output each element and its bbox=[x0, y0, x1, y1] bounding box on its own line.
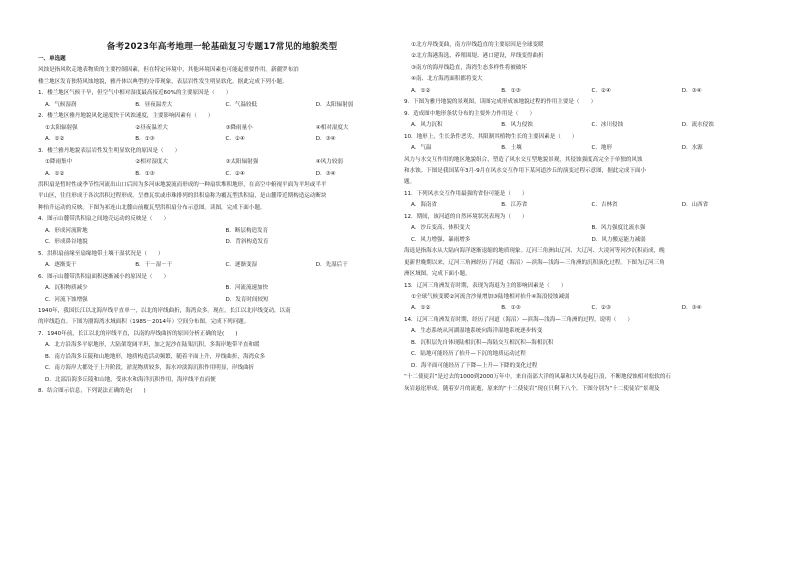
option: D．水源 bbox=[681, 145, 703, 152]
option: D．③④ bbox=[315, 170, 336, 177]
option: A．①② bbox=[411, 87, 431, 94]
option: B．断层构造发育 bbox=[225, 227, 269, 234]
option: C．②③ bbox=[591, 305, 611, 312]
option: C．南方海岸大都处于上升阶段，淤泥物质较多，海水冲淡海沉积作用明显，岸线曲折 bbox=[45, 365, 255, 372]
option: D．风力搬运能力减弱 bbox=[591, 236, 646, 243]
option: A．沉积物质减少 bbox=[45, 285, 88, 292]
option: D．背斜构造发育 bbox=[225, 239, 269, 246]
option: A．气温 bbox=[411, 145, 432, 152]
question-stem: 13．辽河三角洲发育时期，表现为海退为主的影响因素是（ ） bbox=[404, 282, 567, 289]
option: A．形成河流阶地 bbox=[45, 227, 88, 234]
option: C．吉林省 bbox=[591, 202, 618, 209]
option: B．干－湿－干 bbox=[135, 262, 173, 269]
answer-options bbox=[38, 134, 406, 145]
option: C．地形 bbox=[591, 145, 613, 152]
question-stem: 14．辽河三角洲发育时期，经历了河道（海沼）—滨海—浅海—三角洲的过程，说明（ ） bbox=[404, 316, 633, 323]
question-stem: 8．结合图示信息，下列说法正确的是( ) bbox=[38, 388, 146, 395]
option: C．逐渐变湿 bbox=[225, 262, 258, 269]
answer-options bbox=[38, 260, 406, 271]
option: D．太阳辐射弱 bbox=[315, 101, 354, 108]
answer-options bbox=[38, 226, 406, 237]
statement: ①北方岸线变曲，南方岸线趋直的主要原因是全球变暖 bbox=[411, 42, 544, 48]
option: C．②④ bbox=[225, 136, 245, 143]
option: B．河流流速加快 bbox=[225, 285, 269, 292]
document-title: 备考2023年高考地理一轮基础复习专题17常见的地貌类型 bbox=[106, 42, 338, 52]
statement: ④风力较弱 bbox=[315, 159, 343, 166]
option: D．发育时间较短 bbox=[225, 296, 269, 303]
right-column bbox=[404, 40, 772, 395]
answer-options bbox=[38, 295, 406, 306]
passage-text: 1940年，我国长江以北海岸线平直单一，以北的岸线曲折，海湾众多。现在，长江以北岸线变动，以南 bbox=[38, 307, 291, 314]
option: D．海平面可能经历了下降—上升—下降的变化过程 bbox=[411, 362, 538, 369]
answer-options bbox=[38, 237, 406, 248]
option: A．沙丘变高、体积变大 bbox=[411, 225, 471, 232]
passage-text: 9．下图为雅丹地貌的景观图，读图完成形成该地貌过程的作用主要是（ ） bbox=[404, 99, 597, 106]
statement: ②昼夜温差大 bbox=[135, 124, 168, 131]
option: A．海南省 bbox=[411, 202, 437, 209]
option: B．南方沿海多丘陵和山地地形，地质构造活动频繁，随着平面上升，岸线曲折，海湾众多 bbox=[45, 353, 266, 360]
option: D．③④ bbox=[681, 305, 702, 312]
statement: ③太阳辐射强 bbox=[225, 159, 259, 166]
question-stem: 9．造成图中地形条状分布的主要外力作用是（ ） bbox=[404, 110, 536, 117]
option: C．形成鼻谷地貌 bbox=[45, 239, 88, 246]
passage-text: 灰岩悬崖形成。随着岁月的流逝，原来的“十二使徒岩”现在只剩下八个。下图分别为“十二使徒岩”景观及 bbox=[404, 385, 660, 392]
option: B．沉积层先自体现陆相沉积—海陆交互相沉积—海相沉积 bbox=[411, 339, 554, 346]
answer-options bbox=[38, 283, 406, 294]
option: B．①③ bbox=[501, 87, 521, 94]
statement: ③降雨量小 bbox=[225, 124, 253, 131]
statement-list bbox=[38, 123, 406, 134]
option: C．冰川侵蚀 bbox=[591, 122, 624, 129]
question-stem: 7．1940年前，长江以北的岸线平直，以南的岸线曲折的原因分析正确的是( ) bbox=[38, 330, 238, 337]
option: B．①③ bbox=[501, 305, 521, 312]
section-heading: 一、单选题 bbox=[38, 56, 66, 62]
option: B．风力侵蚀 bbox=[501, 122, 533, 129]
answer-options bbox=[404, 303, 772, 314]
passage-text: 洪积扇是暂时性或季节性河流出山口后因为多河床地貌流而形成的一种扇状堆积地形，在高空中俯视平面为平坦或半平 bbox=[38, 181, 327, 188]
passage-text: 海退是指海水从大陆向海洋逐渐退缩的地质现象。辽河三角洲由辽河、大辽河、大凌河等河沙沉积而成，晚 bbox=[404, 248, 665, 255]
question-stem: 1．楼兰地区气候干旱，但空气中相对湿度最高接近60%的主要原因是（ ） bbox=[38, 90, 232, 97]
passage-text: 楼兰地区发育独特风蚀地貌，雅丹体以典型的分带现象，表层岩性发生明显软化。据此完成下列小题。 bbox=[38, 78, 288, 85]
answer-options bbox=[404, 223, 772, 234]
option: C．河流下蚀增强 bbox=[45, 296, 88, 303]
question-stem: 3．楼兰雅丹地貌表层岩性发生明显软化的原因是（ ） bbox=[38, 147, 181, 154]
option: D．流水侵蚀 bbox=[681, 122, 714, 129]
question-stem: 5．洪积扇前缘至扇缘地带土壤干湿状况是（ ） bbox=[38, 250, 164, 257]
option: A．①② bbox=[45, 170, 65, 177]
option: A．北方沿海多平原地形，大陆架宽阔平坦，加之泥沙在陆架沉积，多海岸地带平直和缓 bbox=[45, 342, 260, 349]
passage-text: 更新世晚期以来，辽河三角洲经历了河道（海沼）—滨海—浅海—三角洲的沉积演化过程。下图为辽河三角 bbox=[404, 259, 665, 266]
option: A．风力沉积 bbox=[411, 122, 443, 129]
statement: ③南方的海岸线趋直，海湾生态多样性将被破坏 bbox=[411, 64, 527, 71]
passage-text: 和水蚀。下图是我国某年3月-9月在风水交互作用下某河道沙丘的演变过程示意图，据此完成下面小 bbox=[404, 167, 647, 174]
answer-options bbox=[404, 200, 772, 211]
statement-list bbox=[38, 157, 406, 168]
option: A．①② bbox=[411, 305, 431, 312]
answer-options bbox=[38, 100, 406, 111]
option: D．北部沿海多丘陵和山地，受冰水和海洋沉积作用，海岸线平直而便 bbox=[45, 376, 216, 383]
option: C．②④ bbox=[225, 170, 245, 177]
option: D．先湿后干 bbox=[315, 262, 348, 269]
passage-text: 风力与水交互作用的地区地貌组合，塑造了风水交互型地貌景观，其侵蚀强度高完全于单独的风蚀 bbox=[404, 156, 643, 163]
statement: ①太阳辐射强 bbox=[45, 124, 78, 131]
option: B．①③ bbox=[135, 170, 155, 177]
option: A．生态系统从河湖湿地系统向海洋湿地系统逐步转变 bbox=[411, 328, 543, 335]
option: A．①② bbox=[45, 136, 65, 143]
statement: ②相对湿度大 bbox=[135, 159, 168, 166]
answer-options bbox=[404, 143, 772, 154]
answer-options bbox=[404, 235, 772, 246]
answer-options bbox=[404, 86, 772, 97]
question-stem: 6．图示山麓带洪积扇面积逐渐减小的原因是（ ） bbox=[38, 273, 170, 280]
question-stem: 11．下列风水交互作用最强的省份可能是（ ） bbox=[404, 190, 528, 197]
passage-text: 风蚀是指风吹走地表物质的主要控制因素，但在特定环境中，其他环境因素也可能起重要作用。新疆罗布泊 bbox=[38, 67, 299, 74]
question-stem: 2．楼兰地区雅丹地貌风化速度快于风蚀速度，主要影响因素有（ ） bbox=[38, 113, 214, 120]
question-stem: 12．期间，该河道的自然环境状况表现为（ ） bbox=[404, 213, 528, 220]
option: A．气候湿润 bbox=[45, 101, 77, 108]
left-column bbox=[38, 54, 406, 398]
statement-list: ①全球气候变暖②河流含沙量增加③陆地相对抬升④海浪侵蚀减弱 bbox=[411, 293, 570, 300]
option: B．昼夜温差大 bbox=[135, 101, 173, 108]
statement: ④相对湿度大 bbox=[315, 124, 349, 131]
passage-text: 题。 bbox=[404, 179, 416, 186]
option: B．土壤 bbox=[501, 145, 522, 152]
passage-text: 种抬升运动的反映。下图为祁连山北麓山前覆瓦型洪积扇分布示意图。读图，完成下面小题。 bbox=[38, 204, 266, 211]
option: D．③④ bbox=[681, 87, 702, 94]
option: B．风力强度比流水强 bbox=[591, 225, 646, 232]
option: A．逐渐变干 bbox=[45, 262, 77, 269]
passage-text: “十二使徒岩”是过去的1000到2000万年中，来自南部大洋的风暴和大风卷起巨浪，不断地侵蚀相对松软的石 bbox=[404, 374, 671, 381]
option: B．①③ bbox=[135, 136, 155, 143]
option: D．③④ bbox=[315, 136, 336, 143]
option: C．气温较低 bbox=[225, 101, 258, 108]
passage-text: 的岸线趋直。下图为渤海湾水域面积（1985－2014年）空间分布图。完成下列问题。 bbox=[38, 319, 250, 326]
answer-options bbox=[404, 120, 772, 131]
option: C．风力增强、暴雨增多 bbox=[411, 236, 471, 243]
passage-text: 平山区，往往形成于各次洪积过程形成。呈叠瓦状或串珠排列的洪积扇称为覆瓦型洪积扇，是山麓带近期构造运动断块 bbox=[38, 193, 327, 200]
option: C．陆地可能经历了抬升—下沉的地质运动过程 bbox=[411, 351, 526, 358]
statement: ④南、北方海湾面积都将变大 bbox=[411, 76, 483, 83]
question-stem: 10．地形上，生长条件恶劣，其限制其植物生长的主要因素是（ ） bbox=[404, 133, 578, 140]
passage-text: 洲区域图。完成下面小题。 bbox=[404, 271, 471, 278]
statement: ①降雨集中 bbox=[45, 159, 73, 166]
option: C．②④ bbox=[591, 87, 611, 94]
question-stem: 4．图示山麓带洪积扇之间地壳运动的反映是（ ） bbox=[38, 216, 170, 223]
statement: ②北方海港海选、养殖围堤、港口建设，岸线变得曲折 bbox=[411, 53, 544, 60]
option: D．山西省 bbox=[681, 202, 709, 209]
option: B．江苏省 bbox=[501, 202, 528, 209]
answer-options bbox=[38, 169, 406, 180]
